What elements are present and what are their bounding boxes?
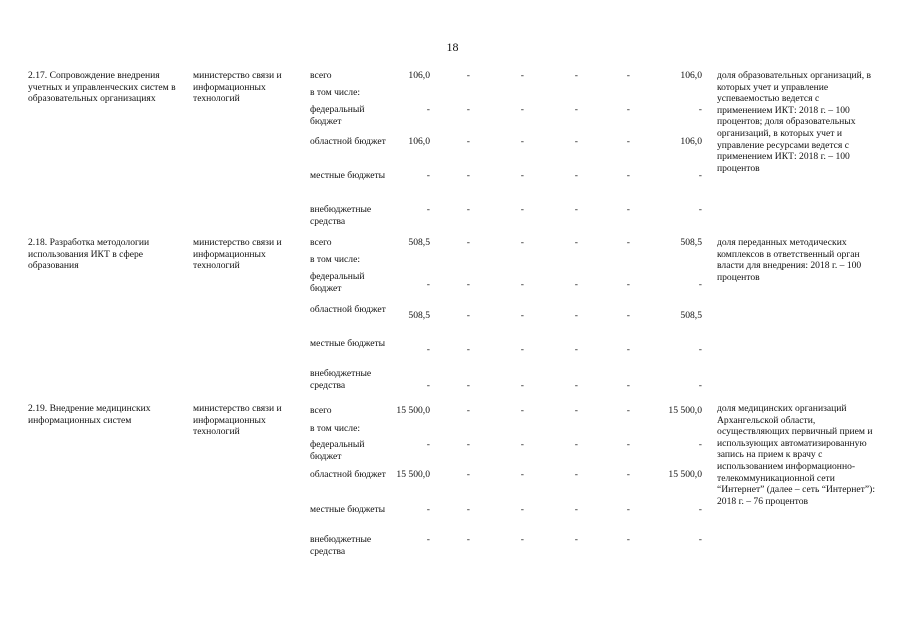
funding-value: - bbox=[520, 70, 524, 81]
funding-value: - bbox=[698, 439, 702, 450]
funding-value: - bbox=[626, 504, 630, 515]
funding-value: 15 500,0 bbox=[668, 405, 702, 416]
measure-executor: министерство связи и информационных технологий bbox=[193, 237, 282, 272]
funding-source: областной бюджет bbox=[310, 469, 386, 480]
funding-value: - bbox=[520, 344, 524, 355]
funding-value: - bbox=[426, 504, 430, 515]
funding-value: - bbox=[466, 136, 470, 147]
funding-value: - bbox=[574, 204, 578, 215]
funding-source: внебюджетные средства bbox=[310, 534, 372, 557]
funding-value: - bbox=[574, 504, 578, 515]
funding-value: 106,0 bbox=[680, 70, 702, 81]
funding-value: - bbox=[520, 279, 524, 290]
funding-value: - bbox=[574, 344, 578, 355]
funding-value: 106,0 bbox=[408, 70, 430, 81]
measure-executor: министерство связи и информационных технологий bbox=[193, 70, 282, 105]
funding-value: - bbox=[626, 310, 630, 321]
funding-value: - bbox=[426, 344, 430, 355]
funding-value: - bbox=[574, 534, 578, 545]
funding-value: - bbox=[626, 204, 630, 215]
funding-value: - bbox=[698, 380, 702, 391]
funding-source: внебюджетные средства bbox=[310, 204, 372, 227]
funding-value: - bbox=[466, 469, 470, 480]
funding-value: - bbox=[520, 405, 524, 416]
funding-value: - bbox=[466, 279, 470, 290]
funding-value: - bbox=[466, 534, 470, 545]
funding-value: - bbox=[626, 534, 630, 545]
funding-value: - bbox=[698, 504, 702, 515]
funding-value: - bbox=[698, 104, 702, 115]
page-number: 18 bbox=[446, 40, 459, 54]
funding-value: - bbox=[466, 170, 470, 181]
funding-value: - bbox=[426, 170, 430, 181]
funding-value: - bbox=[574, 380, 578, 391]
funding-value: - bbox=[520, 136, 524, 147]
funding-value: - bbox=[626, 405, 630, 416]
funding-value: - bbox=[520, 534, 524, 545]
funding-value: - bbox=[466, 504, 470, 515]
funding-value: - bbox=[426, 380, 430, 391]
funding-value: - bbox=[698, 279, 702, 290]
funding-value: - bbox=[520, 104, 524, 115]
funding-value: - bbox=[574, 439, 578, 450]
funding-value: 15 500,0 bbox=[396, 405, 430, 416]
funding-value: - bbox=[626, 380, 630, 391]
funding-value: - bbox=[466, 344, 470, 355]
funding-value: - bbox=[466, 439, 470, 450]
funding-source: федеральный бюджет bbox=[310, 104, 365, 127]
funding-value: - bbox=[520, 310, 524, 321]
funding-value: - bbox=[626, 170, 630, 181]
funding-value: 106,0 bbox=[680, 136, 702, 147]
funding-value: - bbox=[626, 70, 630, 81]
measure-name: 2.18. Разработка методологии использования ИКТ в сфере образования bbox=[28, 237, 150, 272]
funding-value: - bbox=[574, 237, 578, 248]
funding-value: - bbox=[698, 170, 702, 181]
funding-value: - bbox=[520, 469, 524, 480]
funding-value: - bbox=[426, 279, 430, 290]
measure-name: 2.19. Внедрение медицинских информационных систем bbox=[28, 403, 151, 426]
funding-value: - bbox=[426, 439, 430, 450]
funding-value: - bbox=[626, 439, 630, 450]
funding-value: - bbox=[574, 170, 578, 181]
funding-source: местные бюджеты bbox=[310, 170, 386, 181]
funding-value: - bbox=[574, 310, 578, 321]
measure-indicator: доля образовательных организаций, в которых учет и управление успеваемостью ведется с применением ИКТ: 2018 г. – 100 процентов; доля образовательных организаций, в которых учет и управление ресурсами ведется с применением ИКТ: 2018 г. – 100 процентов bbox=[717, 70, 872, 174]
funding-value: - bbox=[574, 104, 578, 115]
funding-value: - bbox=[574, 136, 578, 147]
funding-value: - bbox=[466, 204, 470, 215]
funding-value: - bbox=[466, 310, 470, 321]
funding-value: - bbox=[626, 469, 630, 480]
funding-source: в том числе: bbox=[310, 254, 361, 265]
measure-name: 2.17. Сопровождение внедрения учетных и управленческих систем в образовательных организациях bbox=[28, 70, 176, 105]
funding-value: - bbox=[426, 104, 430, 115]
funding-value: - bbox=[626, 279, 630, 290]
funding-source: местные бюджеты bbox=[310, 504, 386, 515]
funding-source: внебюджетные средства bbox=[310, 368, 372, 391]
funding-source: всего bbox=[310, 237, 332, 248]
funding-value: - bbox=[466, 104, 470, 115]
funding-value: - bbox=[626, 344, 630, 355]
funding-value: - bbox=[698, 534, 702, 545]
funding-value: - bbox=[574, 70, 578, 81]
funding-value: - bbox=[426, 204, 430, 215]
funding-value: 508,5 bbox=[680, 310, 702, 321]
funding-value: - bbox=[626, 136, 630, 147]
funding-value: - bbox=[698, 204, 702, 215]
funding-source: областной бюджет bbox=[310, 136, 386, 147]
funding-value: 508,5 bbox=[408, 237, 430, 248]
funding-value: - bbox=[574, 405, 578, 416]
funding-value: - bbox=[426, 534, 430, 545]
funding-value: 15 500,0 bbox=[668, 469, 702, 480]
funding-value: 508,5 bbox=[680, 237, 702, 248]
funding-value: - bbox=[520, 439, 524, 450]
funding-value: - bbox=[626, 104, 630, 115]
funding-source: всего bbox=[310, 405, 332, 416]
funding-source: в том числе: bbox=[310, 423, 361, 434]
funding-value: - bbox=[520, 170, 524, 181]
funding-source: федеральный бюджет bbox=[310, 439, 365, 462]
funding-source: всего bbox=[310, 70, 332, 81]
funding-value: - bbox=[574, 469, 578, 480]
measure-executor: министерство связи и информационных технологий bbox=[193, 403, 282, 438]
funding-value: 106,0 bbox=[408, 136, 430, 147]
funding-value: - bbox=[574, 279, 578, 290]
measure-indicator: доля переданных методических комплексов в ответственный орган власти для внедрения: 2018 г. – 100 процентов bbox=[717, 237, 862, 283]
funding-source: областной бюджет bbox=[310, 304, 386, 315]
funding-source: местные бюджеты bbox=[310, 338, 386, 349]
funding-value: - bbox=[698, 344, 702, 355]
funding-value: - bbox=[466, 237, 470, 248]
funding-source: в том числе: bbox=[310, 87, 361, 98]
funding-value: - bbox=[466, 405, 470, 416]
funding-value: - bbox=[520, 237, 524, 248]
funding-value: 15 500,0 bbox=[396, 469, 430, 480]
funding-value: - bbox=[520, 204, 524, 215]
funding-value: - bbox=[466, 70, 470, 81]
funding-value: 508,5 bbox=[408, 310, 430, 321]
funding-value: - bbox=[520, 504, 524, 515]
funding-source: федеральный бюджет bbox=[310, 271, 365, 294]
funding-value: - bbox=[466, 380, 470, 391]
funding-value: - bbox=[520, 380, 524, 391]
measure-indicator: доля медицинских организаций Архангельской области, осуществляющих первичный прием и использующих автоматизированную запись на прием к врачу с использованием информационно-телекоммуникационной сети “Интернет” (далее – сеть “Интернет”): 2018 г. – 76 процентов bbox=[717, 403, 875, 507]
funding-value: - bbox=[626, 237, 630, 248]
